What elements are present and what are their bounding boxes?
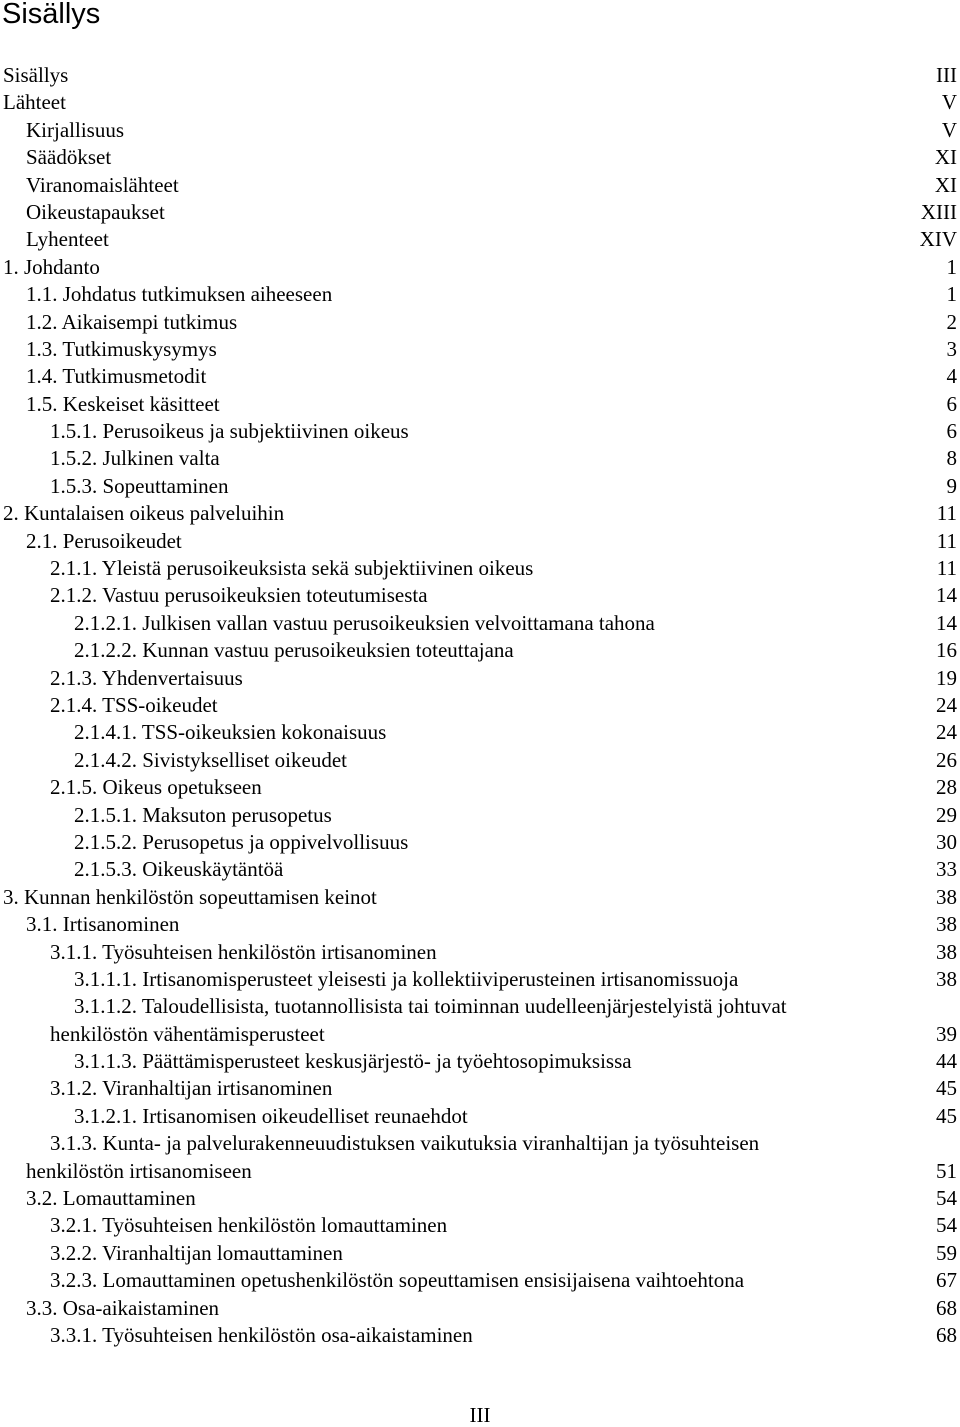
toc-entry-title: 2.1.3. Yhdenvertaisuus [50, 665, 243, 690]
toc-entry-page: 33 [936, 857, 957, 882]
toc-entry-page: 28 [936, 775, 957, 800]
toc-entry[interactable] [0, 582, 960, 609]
toc-entry-title: 3.1.1.2. Taloudellisista, tuotannollisista tai toiminnan uudelleenjärjestelyistä johtuvat henkilöstön vähentämisperusteet [50, 994, 787, 1046]
toc-entry-page: 1 [946, 254, 957, 279]
toc-entry-title: 2. Kuntalaisen oikeus palveluihin [3, 501, 285, 526]
toc-entry-title: 2.1.2.2. Kunnan vastuu perusoikeuksien toteuttajana [74, 638, 514, 663]
toc-entry[interactable] [0, 802, 960, 829]
toc-entry[interactable] [0, 884, 960, 911]
toc-entry-page: 39 [936, 1021, 957, 1046]
toc-entry[interactable] [0, 172, 960, 199]
toc-entry-page: 9 [946, 473, 957, 498]
toc-entry[interactable] [0, 856, 960, 883]
toc-entry-page: 2 [946, 309, 957, 334]
toc-entry[interactable] [0, 610, 960, 637]
toc-entry-title: 1.5.3. Sopeuttaminen [50, 473, 229, 498]
toc-entry-title: 3.1.3. Kunta- ja palvelurakenneuudistuksen vaikutuksia viranhaltijan ja työsuhteisen henkilöstön irtisanomiseen [26, 1131, 760, 1183]
toc-entry-page: 3 [946, 336, 957, 361]
toc-entry[interactable] [0, 62, 960, 89]
toc-entry[interactable] [0, 637, 960, 664]
toc-entry[interactable] [0, 911, 960, 938]
toc-entry-title: Lähteet [3, 90, 66, 115]
toc-entry-title: 3. Kunnan henkilöstön sopeuttamisen keinot [3, 884, 377, 909]
toc-entry-page: 44 [936, 1049, 957, 1074]
table-of-contents [0, 62, 960, 1349]
toc-entry[interactable] [0, 89, 960, 116]
toc-entry[interactable] [0, 719, 960, 746]
toc-entry-title: Säädökset [26, 145, 112, 170]
toc-entry-title: 3.1.1.3. Päättämisperusteet keskusjärjestö- ja työehtosopimuksissa [74, 1049, 632, 1074]
toc-entry-page: 38 [936, 966, 957, 991]
toc-entry-title: Kirjallisuus [26, 117, 124, 142]
toc-entry-title: 2.1.4.1. TSS-oikeuksien kokonaisuus [74, 720, 387, 745]
toc-entry-page: 8 [946, 446, 957, 471]
toc-entry-page: 26 [936, 747, 957, 772]
toc-entry-page: XI [934, 172, 957, 197]
toc-entry-title: 2.1. Perusoikeudet [26, 528, 182, 553]
toc-entry-title: 3.2.1. Työsuhteisen henkilöstön lomauttaminen [50, 1213, 448, 1238]
toc-entry[interactable] [0, 254, 960, 281]
toc-entry-page: 54 [936, 1213, 957, 1238]
toc-entry-page: XI [934, 145, 957, 170]
toc-entry[interactable] [0, 966, 960, 993]
toc-entry-page: 29 [936, 802, 957, 827]
toc-entry-title: 1.1. Johdatus tutkimuksen aiheeseen [26, 282, 333, 307]
toc-entry-title: 2.1.5. Oikeus opetukseen [50, 775, 262, 800]
toc-entry-page: III [936, 63, 957, 87]
toc-entry-title: 3.3.1. Työsuhteisen henkilöstön osa-aikaistaminen [50, 1323, 473, 1348]
toc-entry[interactable] [0, 1267, 960, 1294]
toc-entry[interactable] [0, 144, 960, 171]
toc-entry-title: 2.1.1. Yleistä perusoikeuksista sekä subjektiivinen oikeus [50, 556, 534, 581]
toc-entry-title: 3.1.1.1. Irtisanomisperusteet yleisesti ja kollektiiviperusteinen irtisanomissuoja [74, 966, 739, 991]
toc-entry-page: XIII [920, 199, 957, 224]
toc-entry[interactable] [0, 1295, 960, 1322]
toc-entry[interactable] [0, 363, 960, 390]
toc-entry-page: 24 [936, 720, 957, 745]
toc-entry[interactable] [0, 747, 960, 774]
toc-entry[interactable] [0, 774, 960, 801]
toc-entry-page: 4 [946, 364, 957, 389]
toc-entry[interactable] [0, 418, 960, 445]
toc-entry[interactable] [0, 391, 960, 418]
toc-entry-page: 1 [946, 282, 957, 307]
toc-entry-title: 1.5.2. Julkinen valta [50, 446, 220, 471]
toc-entry-title: 1.5.1. Perusoikeus ja subjektiivinen oikeus [50, 419, 409, 444]
toc-entry[interactable] [0, 528, 960, 555]
toc-entry-page: 11 [936, 528, 957, 553]
toc-entry-title: 3.2. Lomauttaminen [26, 1186, 196, 1211]
toc-entry[interactable] [0, 445, 960, 472]
toc-entry-title: 1.2. Aikaisempi tutkimus [26, 309, 238, 334]
toc-entry-page: 6 [946, 419, 957, 444]
toc-entry-title: 3.2.3. Lomauttaminen opetushenkilöstön sopeuttamisen ensisijaisena vaihtoehtona [50, 1268, 745, 1293]
toc-entry-page: 11 [936, 501, 957, 526]
toc-entry[interactable] [0, 1130, 960, 1185]
toc-entry-title: Viranomaislähteet [26, 172, 179, 197]
toc-entry[interactable] [0, 117, 960, 144]
toc-entry-page: 6 [946, 391, 957, 416]
toc-entry-title: 1.5. Keskeiset käsitteet [26, 391, 220, 416]
toc-entry-title: 2.1.4. TSS-oikeudet [50, 692, 218, 717]
toc-entry[interactable] [0, 1322, 960, 1349]
toc-entry-page: 24 [936, 692, 957, 717]
toc-entry[interactable] [0, 1212, 960, 1239]
toc-entry-title: 1.4. Tutkimusmetodit [26, 364, 207, 389]
toc-entry-title: 3.3. Osa-aikaistaminen [26, 1295, 220, 1320]
toc-entry-title: 2.1.2. Vastuu perusoikeuksien toteutumisesta [50, 583, 428, 608]
toc-entry-title: 3.1. Irtisanominen [26, 912, 180, 937]
toc-entry-page: 68 [936, 1295, 957, 1320]
toc-entry[interactable] [0, 281, 960, 308]
toc-entry-page: 14 [936, 610, 957, 635]
toc-entry[interactable] [0, 336, 960, 363]
toc-entry-title: 2.1.5.1. Maksuton perusopetus [74, 802, 332, 827]
toc-entry-page: XIV [919, 227, 957, 252]
toc-entry[interactable] [0, 1075, 960, 1102]
toc-entry[interactable] [0, 555, 960, 582]
toc-entry[interactable] [0, 692, 960, 719]
toc-entry[interactable] [0, 829, 960, 856]
toc-entry[interactable] [0, 1048, 960, 1075]
toc-entry-title: 3.1.2.1. Irtisanomisen oikeudelliset reunaehdot [74, 1103, 468, 1128]
toc-entry[interactable] [0, 473, 960, 500]
toc-entry[interactable] [0, 939, 960, 966]
toc-entry-title: 3.1.2. Viranhaltijan irtisanominen [50, 1076, 333, 1101]
toc-entry-page: 45 [936, 1103, 957, 1128]
toc-entry-page: V [941, 90, 957, 115]
toc-entry[interactable] [0, 1185, 960, 1212]
toc-entry-page: V [941, 117, 957, 142]
toc-entry[interactable] [0, 226, 960, 253]
toc-entry[interactable] [0, 500, 960, 527]
toc-entry[interactable] [0, 993, 960, 1048]
toc-entry[interactable] [0, 1103, 960, 1130]
toc-entry-page: 45 [936, 1076, 957, 1101]
toc-entry-page: 19 [936, 665, 957, 690]
toc-entry-page: 38 [936, 939, 957, 964]
toc-entry-page: 54 [936, 1186, 957, 1211]
toc-entry-page: 59 [936, 1240, 957, 1265]
toc-entry[interactable] [0, 665, 960, 692]
toc-entry[interactable] [0, 199, 960, 226]
toc-entry-title: Oikeustapaukset [26, 199, 165, 224]
toc-entry-title: 1. Johdanto [3, 254, 100, 279]
toc-entry-title: 2.1.5.3. Oikeuskäytäntöä [74, 857, 284, 882]
toc-entry-title: Sisällys [3, 63, 69, 87]
toc-entry-page: 11 [936, 556, 957, 581]
toc-entry-page: 14 [936, 583, 957, 608]
toc-entry-page: 16 [936, 638, 957, 663]
toc-entry-title: Lyhenteet [26, 227, 109, 252]
toc-entry-page: 30 [936, 829, 957, 854]
toc-entry-title: 1.3. Tutkimuskysymys [26, 336, 217, 361]
toc-entry-page: 67 [936, 1268, 957, 1293]
page-title: Sisällys [2, 0, 101, 30]
toc-entry-title: 2.1.4.2. Sivistykselliset oikeudet [74, 747, 347, 772]
toc-entry[interactable] [0, 1240, 960, 1267]
toc-entry-page: 38 [936, 912, 957, 937]
toc-entry-page: 51 [936, 1158, 957, 1183]
toc-entry[interactable] [0, 309, 960, 336]
toc-entry-page: 38 [936, 884, 957, 909]
toc-entry-title: 3.1.1. Työsuhteisen henkilöstön irtisanominen [50, 939, 437, 964]
toc-entry-title: 2.1.2.1. Julkisen vallan vastuu perusoikeuksien velvoittamana tahona [74, 610, 655, 635]
toc-entry-page: 68 [936, 1323, 957, 1348]
page-number: III [469, 1403, 491, 1427]
toc-entry-title: 3.2.2. Viranhaltijan lomauttaminen [50, 1240, 343, 1265]
toc-entry-title: 2.1.5.2. Perusopetus ja oppivelvollisuus [74, 829, 409, 854]
